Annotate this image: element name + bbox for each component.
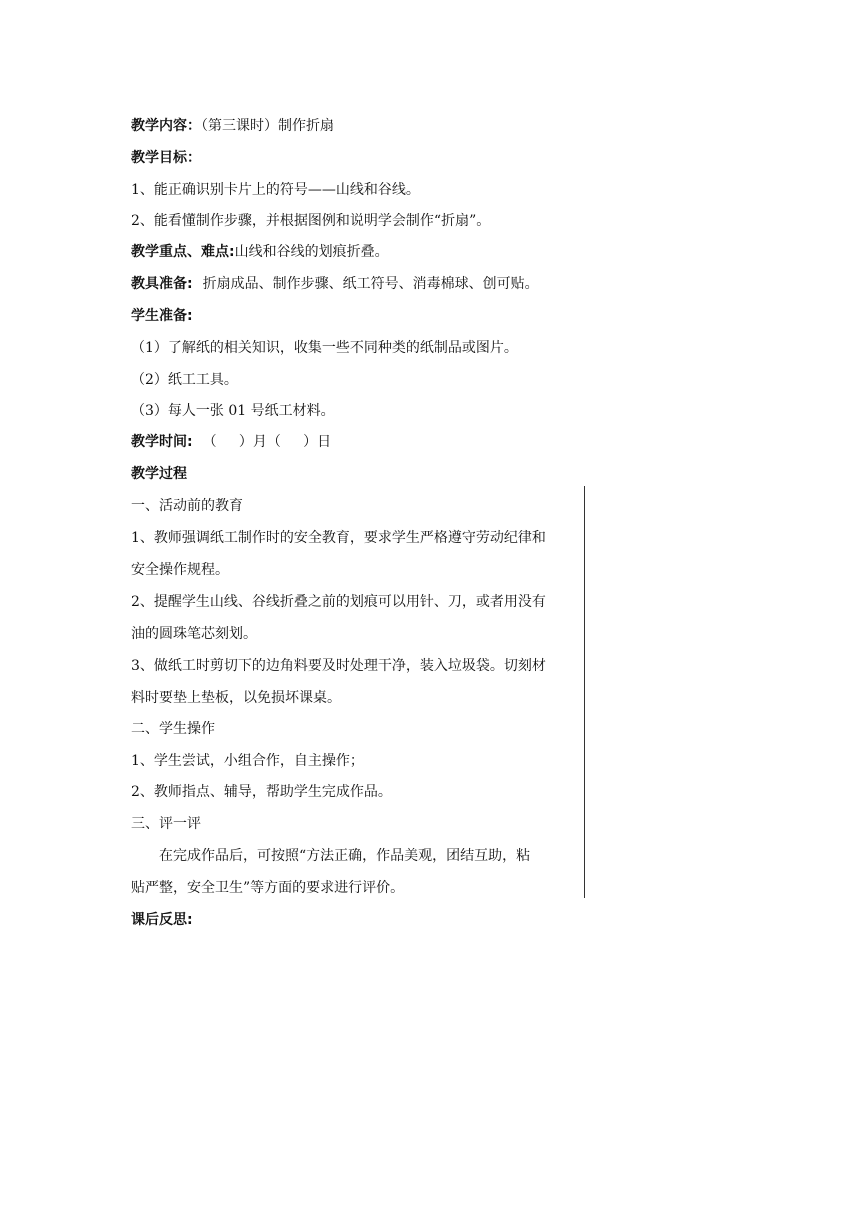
keypoints-value: 山线和谷线的划痕折叠。 <box>234 244 389 260</box>
process-line: 油的圆珠笔芯刻划。 <box>131 626 257 642</box>
goals-label: 教学目标： <box>131 150 201 166</box>
content-value: （第三课时）制作折扇 <box>201 118 334 134</box>
time-line <box>131 432 331 452</box>
time-label: 教学时间: <box>131 434 193 450</box>
process-line: 贴严整，安全卫生”等方面的要求进行评价。 <box>131 880 405 896</box>
keypoints-line <box>131 242 389 262</box>
goal-item: 2、能看懂制作步骤，并根据图例和说明学会制作“折扇”。 <box>131 213 491 229</box>
process-line: 2、提醒学生山线、谷线折叠之前的划痕可以用针、刀，或者用没有 <box>131 594 546 610</box>
process-line: 2、教师指点、辅导，帮助学生完成作品。 <box>131 784 392 800</box>
keypoints-label: 教学重点、难点: <box>131 244 235 260</box>
process-line: 安全操作规程。 <box>131 562 229 578</box>
content-line <box>131 116 334 136</box>
process-line: 1、教师强调纸工制作时的安全教育，要求学生严格遵守劳动纪律和 <box>131 530 546 546</box>
process-line: 三、评一评 <box>131 816 201 832</box>
tools-line <box>131 274 539 294</box>
goal-item: 1、能正确识别卡片上的符号——山线和谷线。 <box>131 182 420 198</box>
process-right-border <box>584 486 585 898</box>
time-value: （ ）月（ ）日 <box>202 434 332 450</box>
process-line: 3、做纸工时剪切下的边角料要及时处理干净，装入垃圾袋。切刻材 <box>131 658 546 674</box>
tools-label: 教具准备: <box>131 276 193 292</box>
student-prep-item: （2）纸工工具。 <box>131 372 238 388</box>
tools-value: 折扇成品、制作步骤、纸工符号、消毒棉球、创可贴。 <box>202 276 539 292</box>
process-line: 二、学生操作 <box>131 721 215 737</box>
content-label: 教学内容： <box>131 118 201 134</box>
process-line: 在完成作品后，可按照“方法正确，作品美观，团结互助，粘 <box>159 848 531 864</box>
student-prep-item: （3）每人一张 01 号纸工材料。 <box>131 403 335 419</box>
process-line: 一、活动前的教育 <box>131 498 243 514</box>
process-line: 料时要垫上垫板，以免损坏课桌。 <box>131 690 341 706</box>
student-prep-label: 学生准备: <box>131 308 193 324</box>
process-line: 1、学生尝试，小组合作，自主操作； <box>131 753 364 769</box>
process-heading: 教学过程 <box>131 466 187 482</box>
student-prep-item: （1）了解纸的相关知识，收集一些不同种类的纸制品或图片。 <box>131 340 518 356</box>
reflection-label: 课后反思: <box>131 912 193 928</box>
